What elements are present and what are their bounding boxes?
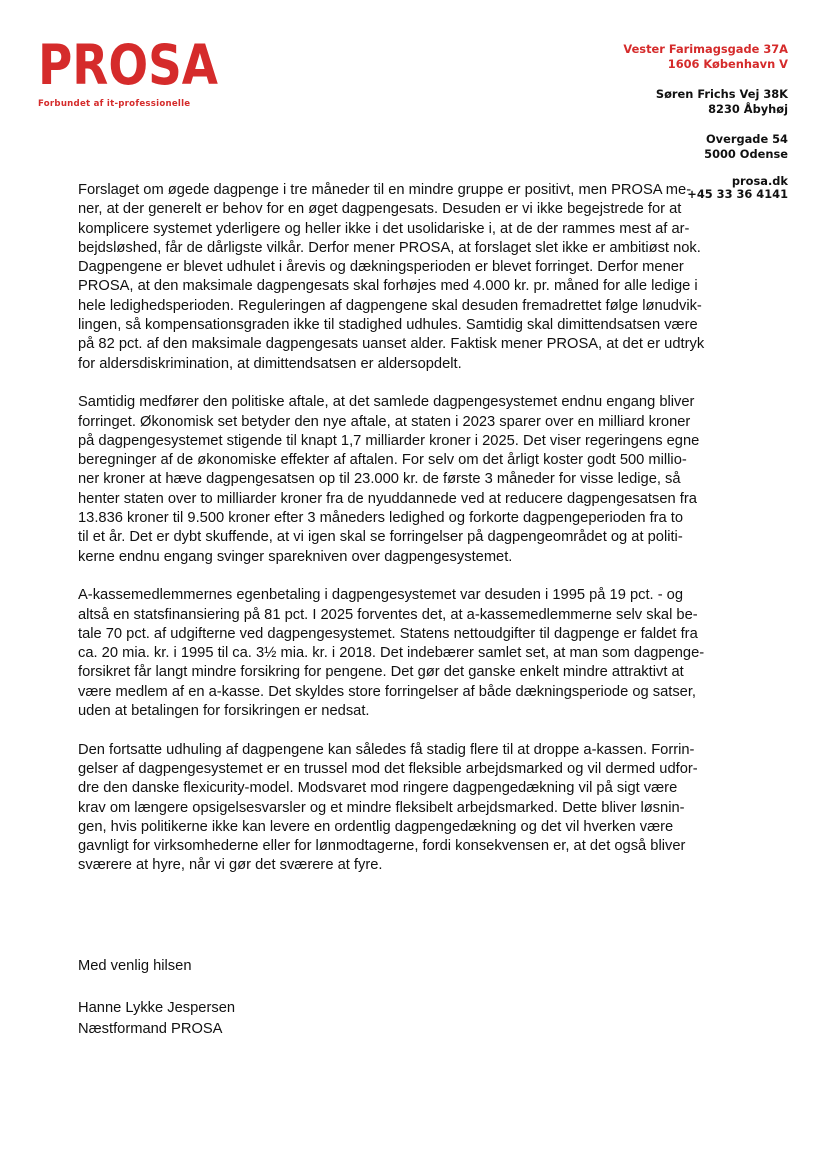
address-line: Overgade 54 [706,132,788,146]
signer-name: Hanne Lykke Jespersen [78,1000,236,1016]
text-line: tale 70 pct. af udgifterne ved dagpengesystemet. Statens nettoudgifter til dagpenge er faldet fra [78,625,698,642]
text-line: på 82 pct. af den maksimale dagpengesats uanset alder. Faktisk mener PROSA, at det er udtryk [78,336,705,353]
text-line: kerne endnu engang svinger sparekniven over dagpengesystemet. [78,548,513,565]
logo-wordmark: PROSA [38,33,219,97]
text-line: sværere at hyre, når vi gør det sværere at fyre. [78,857,383,874]
address-aabyhoej [623,87,788,117]
letter-body [78,181,740,895]
address-copenhagen [623,42,788,72]
text-line: til et år. Det er dybt skuffende, at vi igen skal se forringelser på dagpengeområdet og at politi- [78,529,683,546]
text-line: forsikret får langt mindre forsikring for pengene. Det gør det ganske enkelt mindre attraktivt at [78,664,684,681]
text-line: PROSA, at den maksimale dagpengesats skal forhøjes med 4.000 kr. pr. måned for alle ledige i [78,278,698,295]
address-odense [623,132,788,162]
closing-greeting: Med venlig hilsen [78,958,192,974]
text-line: beregninger af de økonomiske effekter af aftalen. For selv om det årligt koster godt 500 millio- [78,452,687,469]
text-line: bejdsløshed, får de dårligste vilkår. Derfor mener PROSA, at forslaget slet ikke er ambitiøst nok. [78,239,701,256]
text-line: for aldersdiskrimination, at dimittendsatsen er aldersopdelt. [78,355,462,372]
text-line: Dagpengene er blevet udhulet i årevis og dækningsperioden er blevet forringet. Derfor mener [78,259,684,276]
signer-title: Næstformand PROSA [78,1021,223,1037]
address-line: 5000 Odense [704,147,788,161]
signature-block [78,998,235,1040]
text-line: 13.836 kroner til 9.500 kroner efter 3 måneders ledighed og forkorte dagpengeperioden fra to [78,510,684,527]
text-line: henter staten over to milliarder kroner fra de nyuddannede ved at reducere dagpengesatsen fra [78,490,697,507]
prosa-logo [38,33,220,97]
address-line: Søren Frichs Vej 38K [655,87,788,101]
text-line: gavnligt for virksomhederne eller for lønmodtagerne, fordi konsekvensen er, at det også bliver [78,838,686,855]
text-line: A-kassemedlemmernes egenbetaling i dagpengesystemet var desuden i 1995 på 19 pct. - og [78,587,684,604]
body-paragraph [78,586,740,721]
body-paragraph [78,181,740,374]
text-line: komplicere systemet yderligere og heller ikke i det usolidariske i, at de der rammes mest af ar- [78,220,690,237]
text-line: på dagpengesystemet stigende til knapt 1,7 milliarder kroner i 2025. Det viser regeringens egne [78,432,700,449]
phone-number: +45 33 36 4141 [687,187,788,201]
website-link[interactable]: prosa.dk [731,174,788,188]
text-line: forringet. Økonomisk set betyder den nye aftale, at staten i 2023 sparer over en milliard kroner [78,413,691,430]
address-line: Vester Farimagsgade 37A [623,42,788,56]
address-list [623,42,788,177]
address-line: 1606 København V [667,57,788,71]
text-line: Samtidig medfører den politiske aftale, at det samlede dagpengesystemet endnu engang bliver [78,394,695,411]
text-line: Forslaget om øgede dagpenge i tre måneder til en mindre gruppe er positivt, men PROSA me- [78,182,692,198]
text-line: uden at betalingen for forsikringen er nedsat. [78,703,370,720]
text-line: gelser af dagpengesystemet er en trussel mod det fleksible arbejdsmarked og vil dermed udfor- [78,760,698,777]
logo-tagline: Forbundet af it-professionelle [38,99,191,109]
text-line: hele ledighedsperioden. Reguleringen af dagpengene skal desuden fremadrettet følge lønudvik- [78,297,702,314]
body-paragraph [78,741,740,876]
text-line: lingen, så kompensationsgraden ikke til stadighed udhules. Samtidig skal dimittendsatsen være [78,317,698,334]
text-line: krav om længere opsigelsesvarsler og et mindre fleksibelt arbejdsmarked. Dette bliver løsnin- [78,799,685,816]
text-line: ner, at der generelt er behov for en øget dagpengesats. Desuden er vi ikke begejstrede for at [78,201,682,218]
text-line: altså en statsfinansiering på 81 pct. I 2025 forventes det, at a-kassemedlemmerne selv skal be- [78,606,698,623]
text-line: være medlem af en a-kasse. Det skyldes store forringelser af både dækningsperiode og satser, [78,683,697,700]
address-line: 8230 Åbyhøj [708,102,788,116]
text-line: Den fortsatte udhuling af dagpengene kan således få stadig flere til at droppe a-kassen. Forrin- [78,741,695,758]
text-line: dre den danske flexicurity-model. Modsvaret mod ringere dagpengedækning vil på sigt være [78,780,678,797]
text-line: gen, hvis politikerne ikke kan levere en ordentlig dagpengedækning og det vil hverken være [78,818,674,835]
prosa-logo-graphic [38,33,219,97]
text-line: ca. 20 mia. kr. i 1995 til ca. 3½ mia. kr. i 2018. Det indebærer samlet set, at man som dagpenge- [78,645,705,662]
text-line: ner kroner at hæve dagpengesatsen op til 23.000 kr. de første 3 måneder for visse ledige, så [78,471,681,488]
body-paragraph [78,393,740,567]
